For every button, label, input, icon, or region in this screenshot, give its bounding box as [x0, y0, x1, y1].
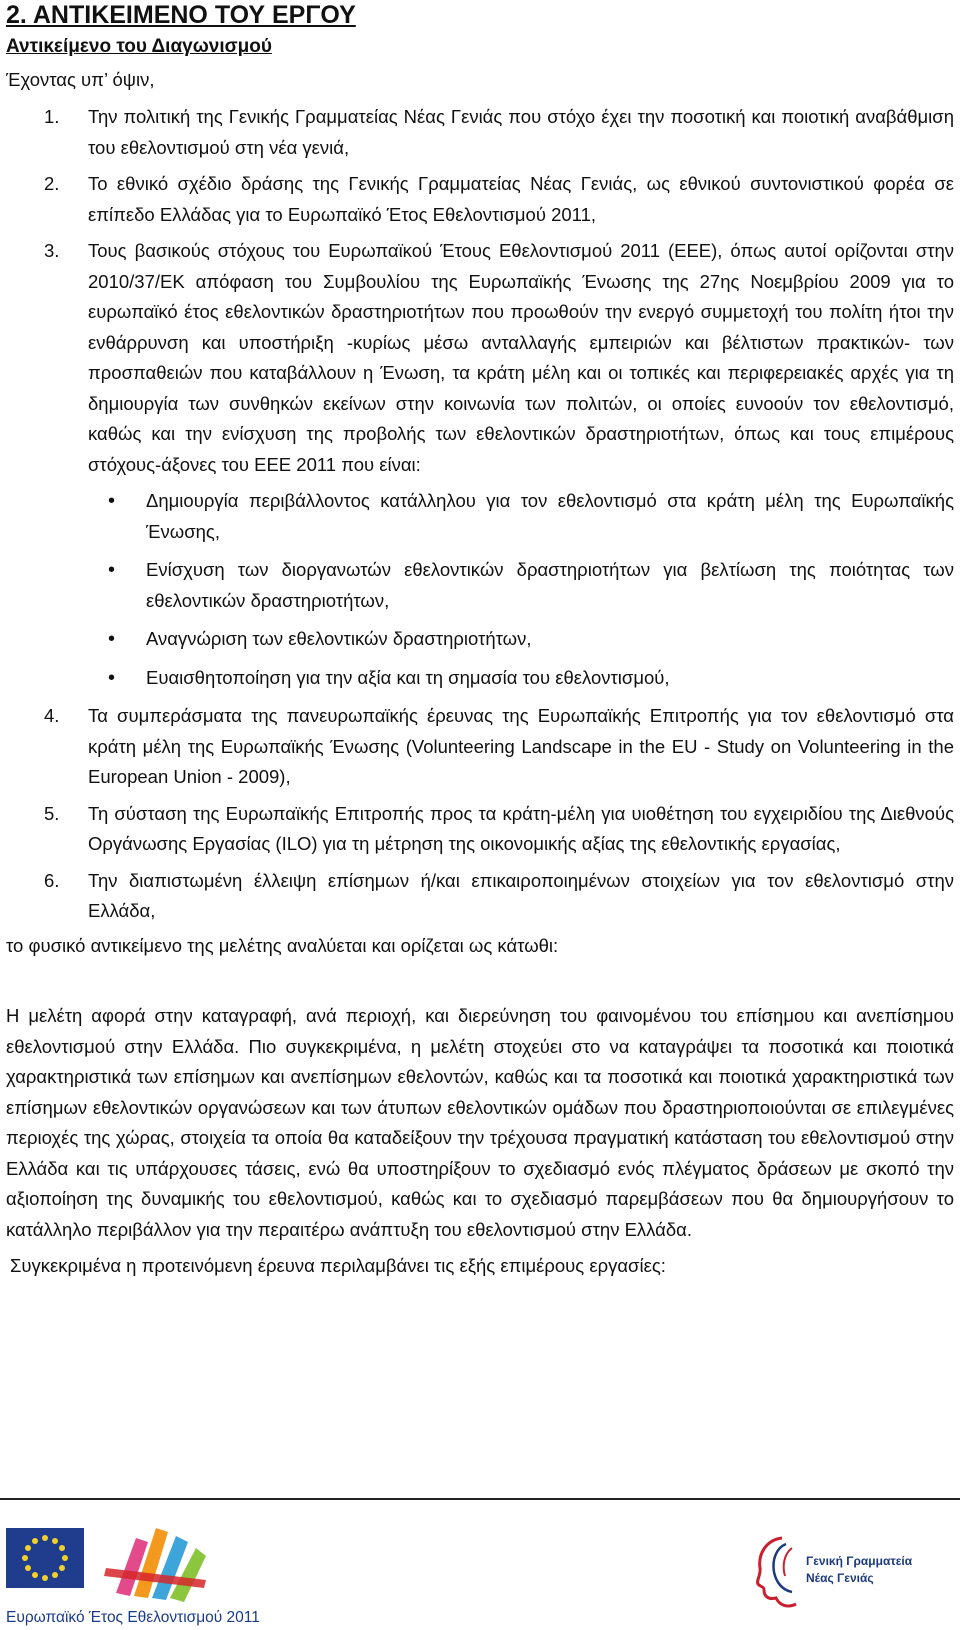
european-year-volunteering-logo [6, 1518, 266, 1630]
study-description-paragraph: Η μελέτη αφορά στην καταγραφή, ανά περιοχή, και διερεύνηση του φαινομένου του επίσημου και ανεπίσημου εθελοντισμού στην Ελλάδα. Πιο συγκεκριμένα, η μελέτη στοχεύει στο να καταγράψει τα ποσοτικά και ποιοτικά χαρακτηριστικά των επίσημων και ανεπίσημων εθελοντών, καθώς και τα ποσοτικά και ποιοτικά χαρακτηριστικά των επίσημων εθελοντικών οργανώσεων και των άτυπων εθελοντικών ομάδων που δραστηριοποιούνται σε επιλεγμένες περιοχές της χώρας, στοιχεία τα οποία θα καταδείξουν την τρέχουσα πραγματική κατάσταση του εθελοντισμού στην Ελλάδα και τις υπάρχουσες τάσεις, ενώ θα υποστηρίξουν το σχεδιασμό ενός πλέγματος δράσεων με σκοπό την αξιοποίηση της δυναμικής του εθελοντισμού, καθώς και το σχεδιασμό παρεμβάσεων που θα δημιουργήσουν το κατάλληλο περιβάλλον για την περαιτέρω ανάπτυξη του εθελοντισμού στην Ελλάδα. [6, 1005, 954, 1240]
general-secretariat-youth-logo [752, 1534, 922, 1610]
section-title: 2. ΑΝΤΙΚΕΙΜΕΝΟ ΤΟΥ ΕΡΓΟΥ [6, 1, 356, 29]
list-item-text: Το εθνικό σχέδιο δράσης της Γενικής Γραμματείας Νέας Γενιάς, ως εθνικού συντονιστικού φορέα σε επίπεδο Ελλάδας για το Ευρωπαϊκό Έτος Εθελοντισμού 2011, [88, 173, 954, 225]
european-year-caption: Ευρωπαϊκό Έτος Εθελοντισμού 2011 [6, 1609, 260, 1626]
list-item-number: 4. [44, 705, 60, 726]
bullet-text: Δημιουργία περιβάλλοντος κατάλληλου για τον εθελοντισμό στα κράτη μέλη της Ευρωπαϊκής Ένωσης, [146, 490, 954, 542]
secretariat-name-line2: Νέας Γενιάς [806, 1571, 874, 1585]
colorful-hands-icon [104, 1528, 206, 1602]
bullet-icon: • [108, 666, 116, 689]
bullet-text: Ενίσχυση των διοργανωτών εθελοντικών δραστηριοτήτων για βελτίωση της ποιότητας των εθελοντικών δραστηριοτήτων, [146, 559, 954, 611]
bullet-item [88, 555, 954, 616]
list-item-number: 5. [44, 802, 60, 824]
bullet-item [88, 624, 954, 655]
list-item-text: Την διαπιστωμένη έλλειψη επίσημων ή/και επικαιροποιημένων στοιχείων για τον εθελοντισμό στην Ελλάδα, [88, 869, 954, 921]
list-item [6, 236, 954, 693]
bullet-icon: • [108, 628, 116, 650]
list-item [6, 102, 954, 163]
list-item-number: 2. [44, 173, 60, 194]
subtitle: Αντικείμενο του Διαγωνισμού [6, 36, 272, 57]
list-item-text: Τους βασικούς στόχους του Ευρωπαϊκού Έτους Εθελοντισμού 2011 (ΕΕΕ), όπως αυτοί ορίζονται στην 2010/37/ΕΚ απόφαση του Συμβουλίου της Ευρωπαϊκής Ένωσης της 27ης Νοεμβρίου 2009 για το ευρωπαϊκό έτος εθελοντικών δραστηριοτήτων που προωθούν την ενεργό συμμετοχή του πολίτη ήτοι την ενθάρρυνση και υποστήριξη -κυρίως μέσω ανταλλαγής εμπειριών και βέλτιστων πρακτικών- των προσπαθειών που καταβάλλουν η Ένωση, τα κράτη μέλη και οι τοπικές και περιφερειακές αρχές για τη δημιουργία των συνθηκών εκείνων στην κοινωνία των πολιτών, οι οποίες ευνοούν τον εθελοντισμό, καθώς και την ενίσχυση της προβολής των εθελοντικών δραστηριοτήτων, όπως και τους επιμέρους στόχους-άξονες του ΕΕΕ 2011 που είναι: [88, 240, 954, 475]
document-body [6, 0, 954, 1282]
bullet-item [88, 663, 954, 694]
list-item-text: Τη σύσταση της Ευρωπαϊκής Επιτροπής προς τα κράτη-μέλη για υιοθέτηση του εγχειριδίου της Διεθνούς Οργάνωσης Εργασίας (ILO) για τη μέτρηση της οικονομικής αξίας της εθελοντικής εργασίας, [88, 802, 954, 854]
bullet-icon: • [108, 490, 116, 512]
list-item [6, 701, 954, 793]
page-footer [0, 1500, 960, 1630]
list-item-text: Την πολιτική της Γενικής Γραμματείας Νέας Γενιάς που στόχο έχει την ποσοτική και ποιοτική αναβάθμιση του εθελοντισμού στη νέα γενιά, [88, 106, 954, 158]
summary-line: Συγκεκριμένα η προτεινόμενη έρευνα περιλαμβάνει τις εξής επιμέρους εργασίες: [10, 1255, 666, 1276]
bullet-text: Αναγνώριση των εθελοντικών δραστηριοτήτων, [146, 628, 532, 649]
bullet-item [88, 486, 954, 547]
list-item-number: 3. [44, 240, 60, 261]
eu-logo-graphic [6, 1518, 266, 1608]
intro-text: Έχοντας υπ’ όψιν, [6, 69, 155, 90]
list-item-number: 1. [44, 106, 60, 127]
list-item-number: 6. [44, 869, 60, 891]
bullet-text: Ευαισθητοποίηση για την αξία και τη σημασία του εθελοντισμού, [146, 666, 670, 688]
considerations-list [6, 102, 954, 927]
list-item [6, 799, 954, 860]
list-item [6, 866, 954, 927]
list-item-text: Τα συμπεράσματα της πανευρωπαϊκής έρευνας της Ευρωπαϊκής Επιτροπής για τον εθελοντισμό στα κράτη μέλη της Ευρωπαϊκής Ένωσης (Volunteering Landscape in the EU - Study on Volunteering in the European Union - 2009), [88, 705, 954, 787]
closing-text: το φυσικό αντικείμενο της μελέτης αναλύεται και ορίζεται ως κάτωθι: [6, 934, 559, 956]
list-item [6, 169, 954, 230]
profile-face-icon [752, 1534, 804, 1610]
secretariat-name-line1: Γενική Γραμματεία [806, 1554, 913, 1568]
bullet-icon: • [108, 559, 116, 581]
objectives-bullet-list [88, 486, 954, 693]
